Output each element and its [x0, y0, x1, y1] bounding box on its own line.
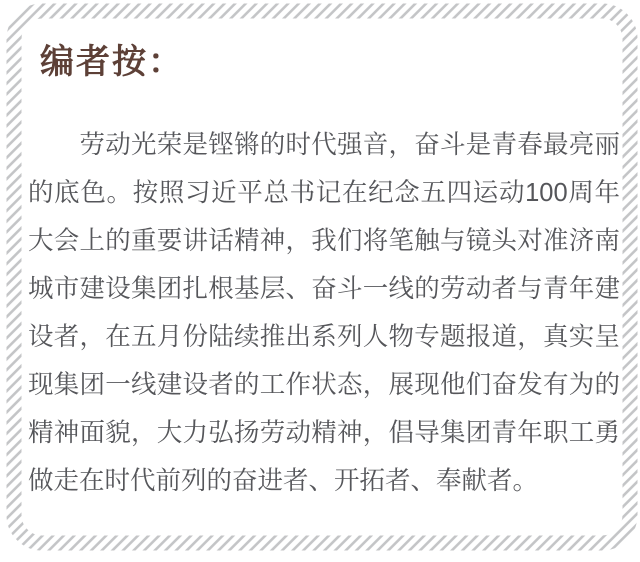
editor-note-paragraph — [28, 121, 620, 505]
body-line: 精神面貌，大力弘扬劳动精神，倡导集团青年职工勇 — [28, 419, 620, 447]
body-line: 做走在时代前列的奋进者、开拓者、奉献者。 — [28, 467, 539, 495]
editor-note-card — [28, 42, 620, 505]
editor-note-title: 编者按： — [40, 43, 184, 81]
body-line: 的底色。按照习近平总书记在纪念五四运动100周年 — [28, 179, 620, 207]
body-line: 现集团一线建设者的工作状态，展现他们奋发有为的 — [28, 371, 620, 399]
body-line: 劳动光荣是铿锵的时代强音，奋斗是青春最亮丽 — [28, 131, 620, 159]
body-line: 城市建设集团扎根基层、奋斗一线的劳动者与青年建 — [28, 275, 620, 303]
body-line: 大会上的重要讲话精神，我们将笔触与镜头对准济南 — [28, 227, 620, 255]
body-line: 设者，在五月份陆续推出系列人物专题报道，真实呈 — [28, 323, 620, 351]
